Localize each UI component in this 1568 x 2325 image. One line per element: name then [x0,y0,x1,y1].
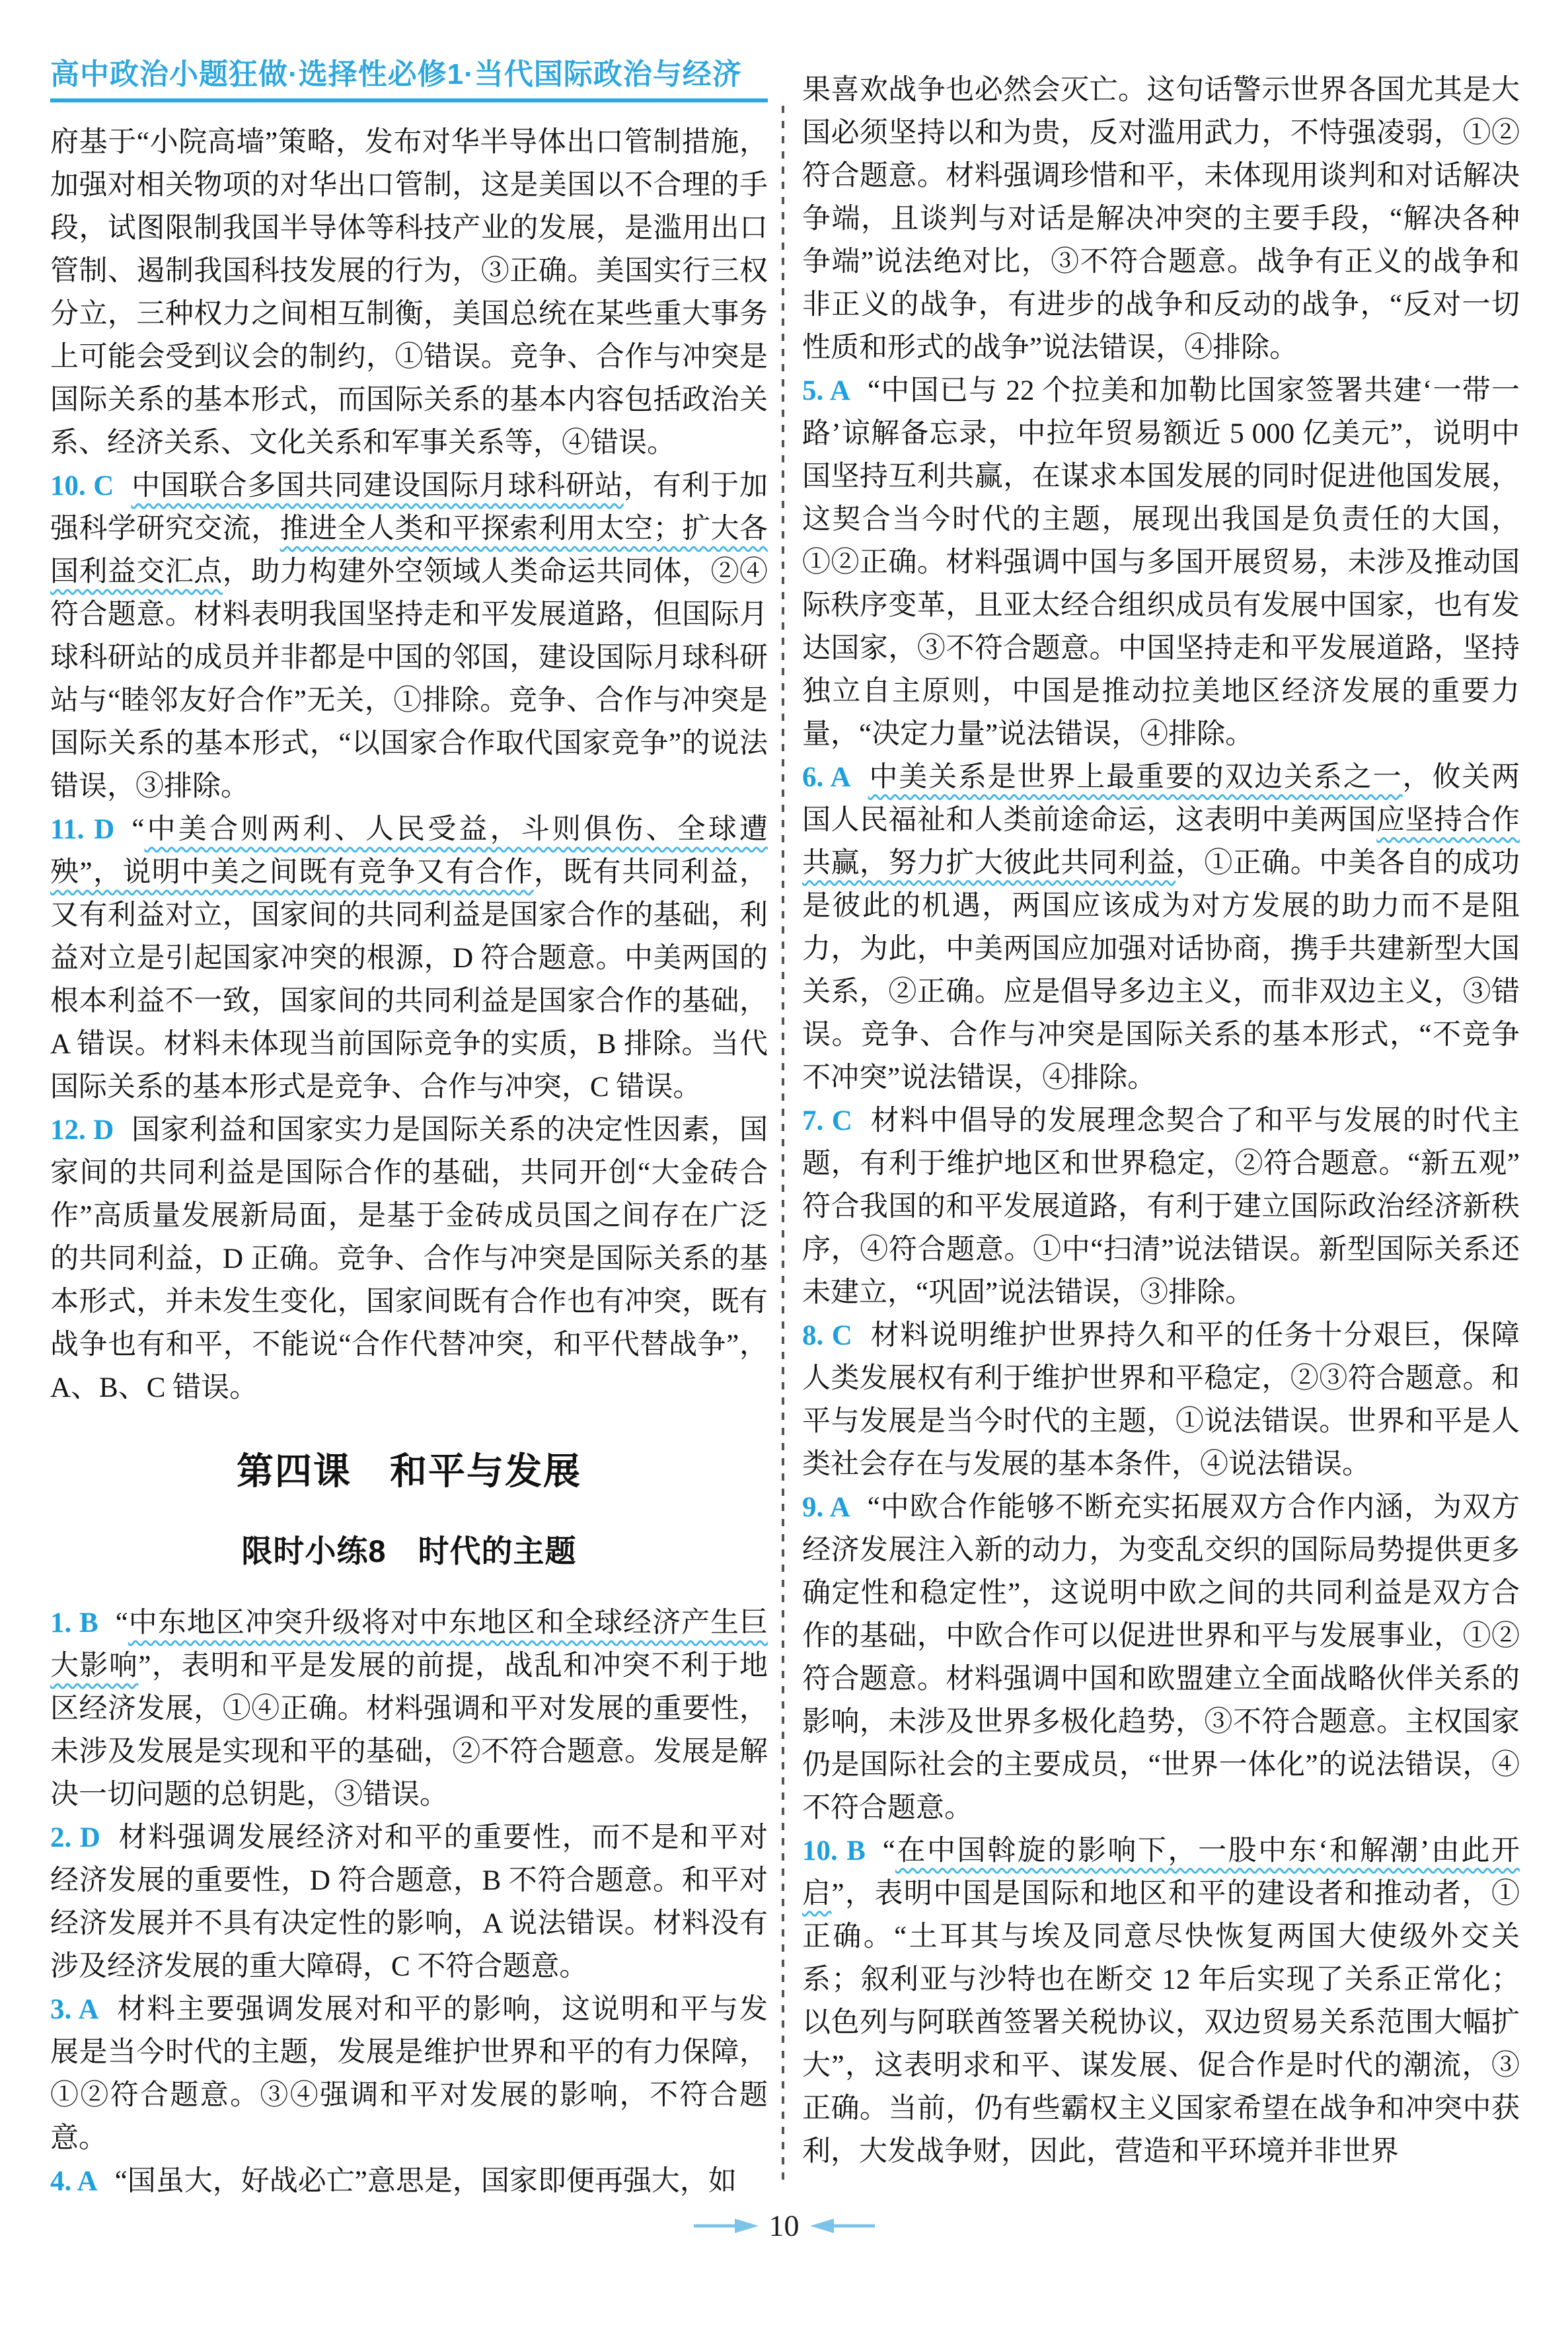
quoted-material-underlined: 中东地区冲突升级将对中东地区和全球经济产生巨大影响 [50,1607,768,1682]
quoted-material-underlined: 中美合则两利、人民受益，斗则俱伤、全球遭殃”，说明中美之间既有竞争又有合作 [50,814,768,889]
explanation-text: ，攸关两国人民福祉和人类前途命运，这表明中美两国 [802,762,1520,836]
continuation-text [50,121,768,464]
answer-label: 9. A [802,1492,850,1523]
answer-label: 2. D [50,1822,100,1854]
answer-explanation [802,369,1520,756]
explanation-text: 府基于“小院高墙”策略，发布对华半导体出口管制措施，加强对相关物项的对华出口管制，这是美国以不合理的手段，试图限制我国半导体等科技产业的发展，是滥用出口管制、遏制我国科技发展的行为，③正确。美国实行三权分立，三种权力之间相互制衡，美国总统在某些重大事务上可能会受到议会的制约，①错误。竞争、合作与冲突是国际关系的基本形式，而国际关系的基本内容包括政治关系、经济关系、文化关系和军事关系等，④错误。 [50,127,768,459]
page-header [50,58,768,102]
continuation-text [802,69,1520,369]
answer-label: 6. A [802,762,851,793]
explanation-text: ，有利于加强科学研究交流， [50,470,768,545]
answer-explanation [802,1829,1520,2173]
explanation-text: ，助力构建外空领域人类命运共同体，②④符合题意。材料表明我国坚持走和平发展道路，但国际月球科研站的成员并非都是中国的邻国，建设国际月球科研站与“睦邻友好合作”无关，①排除。竞争、合作与冲突是国际关系的基本形式，“以国家合作取代国家竞争”的说法错误，③排除。 [50,556,768,803]
answer-explanation [50,1816,768,1988]
book-title: 高中政治小题狂做·选择性必修1·当代国际政治与经济 [50,58,742,91]
arrow-left-icon [810,2217,876,2234]
explanation-text: “ [115,1607,128,1639]
answer-explanation [50,1602,768,1816]
answer-explanation [50,464,768,808]
explanation-text: “ [131,814,145,846]
explanation-text: ”，表明中国是国际和地区和平的建设者和推动者，①正确。“土耳其与埃及同意尽快恢复两国大使级外交关系；叙利亚与沙特也在断交 12 年后实现了关系正常化；以色列与阿联酋签署关税协议，双边贸易关系范围大幅扩大”，这表明求和平、谋发展、促合作是时代的潮流，③正确。当前，仍有些霸权主义国家希望在战争和冲突中获利，大发战争财，因此，营造和平环境并非世界 [802,1878,1520,2167]
answer-explanation [50,1988,768,2160]
column-divider [782,106,784,2187]
explanation-text: 国家利益和国家实力是国际关系的决定性因素，国家间的共同利益是国际合作的基础，共同开创“大金砖合作”高质量发展新局面，是基于金砖成员国之间存在广泛的共同利益，D 正确。竞争、合作与冲突是国际关系的基本形式，并未发生变化，国家间既有合作也有冲突，既有战争也有和平，不能说“合作代替冲突，和平代替战争”，A、B、C 错误。 [50,1115,768,1404]
answer-label: 7. C [802,1105,852,1136]
quoted-material-underlined: 中美关系是世界上最重要的双边关系之一 [868,762,1403,793]
answer-label: 12. D [50,1115,114,1146]
answer-label: 10. B [802,1835,866,1866]
quoted-material-underlined: 推进全人类和平探索利用太空；扩大各国利益交汇点 [50,513,768,588]
quoted-material-underlined: 中国联合多国共同建设国际月球科研站 [131,470,624,502]
explanation-text: 材料强调发展经济对和平的重要性，而不是和平对经济发展的重要性，D 符合题意，B 不符合题意。和平对经济发展并不具有决定性的影响，A 说法错误。材料没有涉及经济发展的重大障碍，C 不符合题意。 [50,1822,768,1983]
answer-explanation [802,1486,1520,1829]
answer-explanation [50,1109,768,1409]
explanation-text: ，①正确。中美各自的成功是彼此的机遇，两国应该成为对方发展的助力而不是阻力，为此，中美两国应加强对话协商，携手共建新型大国关系，②正确。应是倡导多边主义，而非双边主义，③错误。竞争、合作与冲突是国际关系的基本形式，“不竞争不冲突”说法错误，④排除。 [802,848,1520,1093]
explanation-text: ”，表明和平是发展的前提，战乱和冲突不利于地区经济发展，①④正确。材料强调和平对发展的重要性，未涉及发展是实现和平的基础，②不符合题意。发展是解决一切问题的总钥匙，③错误。 [50,1650,768,1811]
answer-explanation [50,808,768,1109]
answer-explanation [802,1314,1520,1486]
answer-explanation [802,756,1520,1099]
left-column-body [50,121,768,2203]
answer-label: 8. C [802,1320,852,1351]
arrow-right-icon [692,2217,759,2234]
answer-explanation [50,2160,768,2203]
right-column [802,69,1520,2173]
quoted-material-underlined: 应坚持合作共赢，努力扩大彼此共同利益 [802,805,1520,879]
explanation-text: 材料主要强调发展对和平的影响，这说明和平与发展是当今时代的主题，发展是维护世界和平的有力保障，①②符合题意。③④强调和平对发展的影响，不符合题意。 [50,1994,768,2155]
answer-label: 11. D [50,814,115,846]
quoted-material-underlined: 在中国斡旋的影响下，一股中东‘和解潮’由此开启 [802,1835,1520,1909]
lesson-heading: 第四课 和平与发展 [237,1450,581,1493]
page-footer [0,2208,1568,2243]
page-number: 10 [768,2209,800,2242]
answer-label: 3. A [50,1994,99,2026]
answer-label: 10. C [50,470,114,502]
answer-label: 5. A [802,375,850,406]
answer-label: 4. A [50,2166,98,2197]
explanation-text: “中欧合作能够不断充实拓展双方合作内涵，为双方经济发展注入新的动力，为变乱交织的国际局势提供更多确定性和稳定性”，这说明中欧之间的共同利益是双方合作的基础，中欧合作可以促进世界和平与发展事业，①②符合题意。材料强调中国和欧盟建立全面战略伙伴关系的影响，未涉及世界多极化趋势，③不符合题意。主权国家仍是国际社会的主要成员，“世界一体化”的说法错误，④不符合题意。 [802,1492,1520,1824]
answer-explanation [802,1099,1520,1314]
explanation-text: ，既有共同利益，又有利益对立，国家间的共同利益是国家合作的基础，利益对立是引起国家冲突的根源，D 符合题意。中美两国的根本利益不一致，国家间的共同利益是国家合作的基础，A 错误。材料未体现当前国际竞争的实质，B 排除。当代国际关系的基本形式是竞争、合作与冲突，C 错误。 [50,857,768,1103]
explanation-text: 果喜欢战争也必然会灭亡。这句话警示世界各国尤其是大国必须坚持以和为贵，反对滥用武力，不恃强凌弱，①②符合题意。材料强调珍惜和平，未体现用谈判和对话解决争端，且谈判与对话是解决冲突的主要手段，“解决各种争端”说法绝对比，③不符合题意。战争有正义的战争和非正义的战争，有进步的战争和反动的战争，“反对一切性质和形式的战争”说法错误，④排除。 [802,75,1520,363]
left-column [50,58,768,2203]
explanation-text: “ [882,1835,895,1866]
explanation-text: 材料中倡导的发展理念契合了和平与发展的时代主题，有利于维护地区和世界稳定，②符合题意。“新五观”符合我国的和平发展道路，有利于建立国际政治经济新秩序，④符合题意。①中“扫清”说法错误。新型国际关系还未建立，“巩固”说法错误，③排除。 [802,1105,1520,1308]
drill-heading: 限时小练8 时代的主题 [241,1533,577,1569]
explanation-text: “中国已与 22 个拉美和加勒比国家签署共建‘一带一路’谅解备忘录，中拉年贸易额近 5 000 亿美元”，说明中国坚持互利共赢，在谋求本国发展的同时促进他国发展，这契合当今时代的主题，展现出我国是负责任的大国，①②正确。材料强调中国与多国开展贸易，未涉及推动国际秩序变革，且亚太经合组织成员有发展中国家，也有发达国家，③不符合题意。中国坚持走和平发展道路，坚持独立自主原则，中国是推动拉美地区经济发展的重要力量，“决定力量”说法错误，④排除。 [802,375,1520,750]
explanation-text: “国虽大，好战必亡”意思是，国家即便再强大，如 [114,2166,737,2197]
explanation-text: 材料说明维护世界持久和平的任务十分艰巨，保障人类发展权有利于维护世界和平稳定，②③符合题意。和平与发展是当今时代的主题，①说法错误。世界和平是人类社会存在与发展的基本条件，④说法错误。 [802,1320,1520,1480]
answer-label: 1. B [50,1607,98,1639]
